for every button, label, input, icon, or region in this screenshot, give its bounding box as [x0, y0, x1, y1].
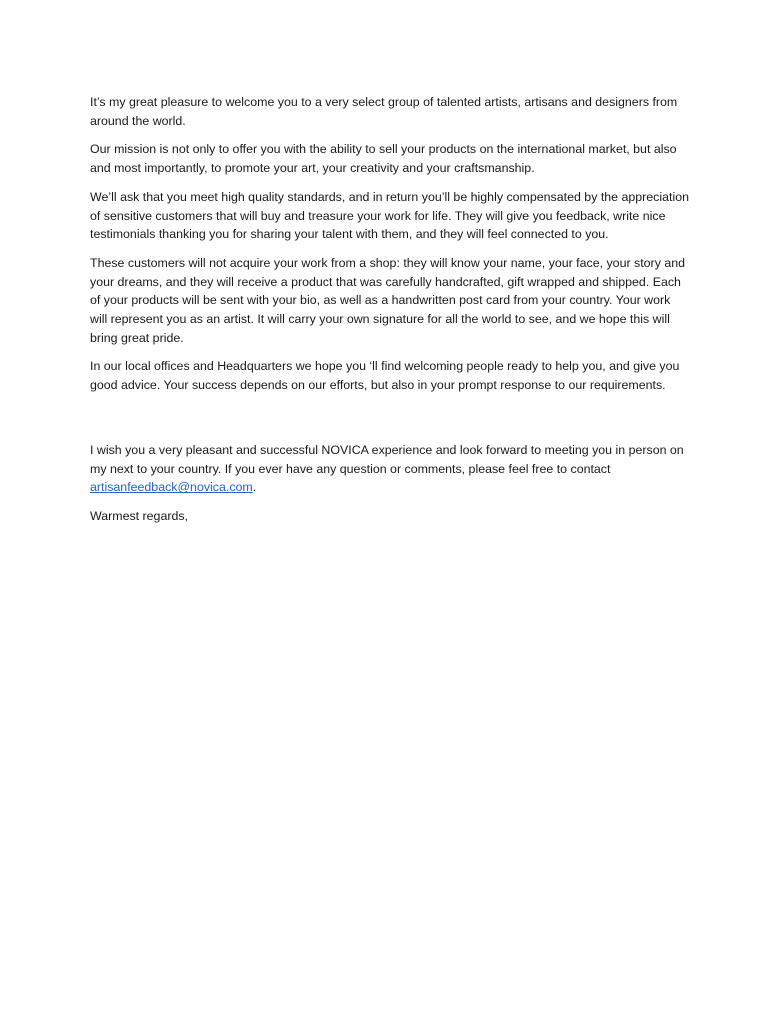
- blank-line: [90, 405, 690, 441]
- sign-off: Warmest regards,: [90, 508, 188, 523]
- paragraph-mission: Our mission is not only to offer you with the ability to sell your products on the international market, but also and most importantly, to promote your art, your creativity and your craftsmanship.: [90, 142, 677, 176]
- closing-period: .: [252, 480, 257, 495]
- letter-body: [90, 93, 690, 536]
- paragraph-closing: [90, 441, 690, 497]
- paragraph-welcome: It’s my great pleasure to welcome you to a very select group of talented artists, artisans and designers from around the world.: [90, 95, 678, 128]
- paragraph-standards: We’ll ask that you meet high quality standards, and in return you’ll be highly compensated by the appreciation of sensitive customers that will buy and treasure your work for life. They will give you feedback, write nice testimonials thanking you for sharing your talent with them, and they will feel connected to you.: [90, 189, 690, 242]
- email-link[interactable]: artisanfeedback@novica.com: [90, 480, 253, 495]
- paragraph-offices: In our local offices and Headquarters we hope you ‘ll find welcoming people ready to help you, and give you good advice. Your success depends on our efforts, but also in your prompt response to our requirements.: [90, 359, 680, 393]
- closing-text: I wish you a very pleasant and successful NOVICA experience and look forward to meeting you in person on my next to your country. If you ever have any question or comments, please feel free to contact: [90, 442, 684, 476]
- paragraph-customers: These customers will not acquire your work from a shop: they will know your name, your face, your story and your dreams, and they will receive a product that was carefully handcrafted, gift wrapped and shipped. Each of your products will be sent with your bio, as well as a handwritten post card from your country. Your work will represent you as an artist. It will carry your own signature for all the world to see, and we hope this will bring great pride.: [90, 255, 685, 345]
